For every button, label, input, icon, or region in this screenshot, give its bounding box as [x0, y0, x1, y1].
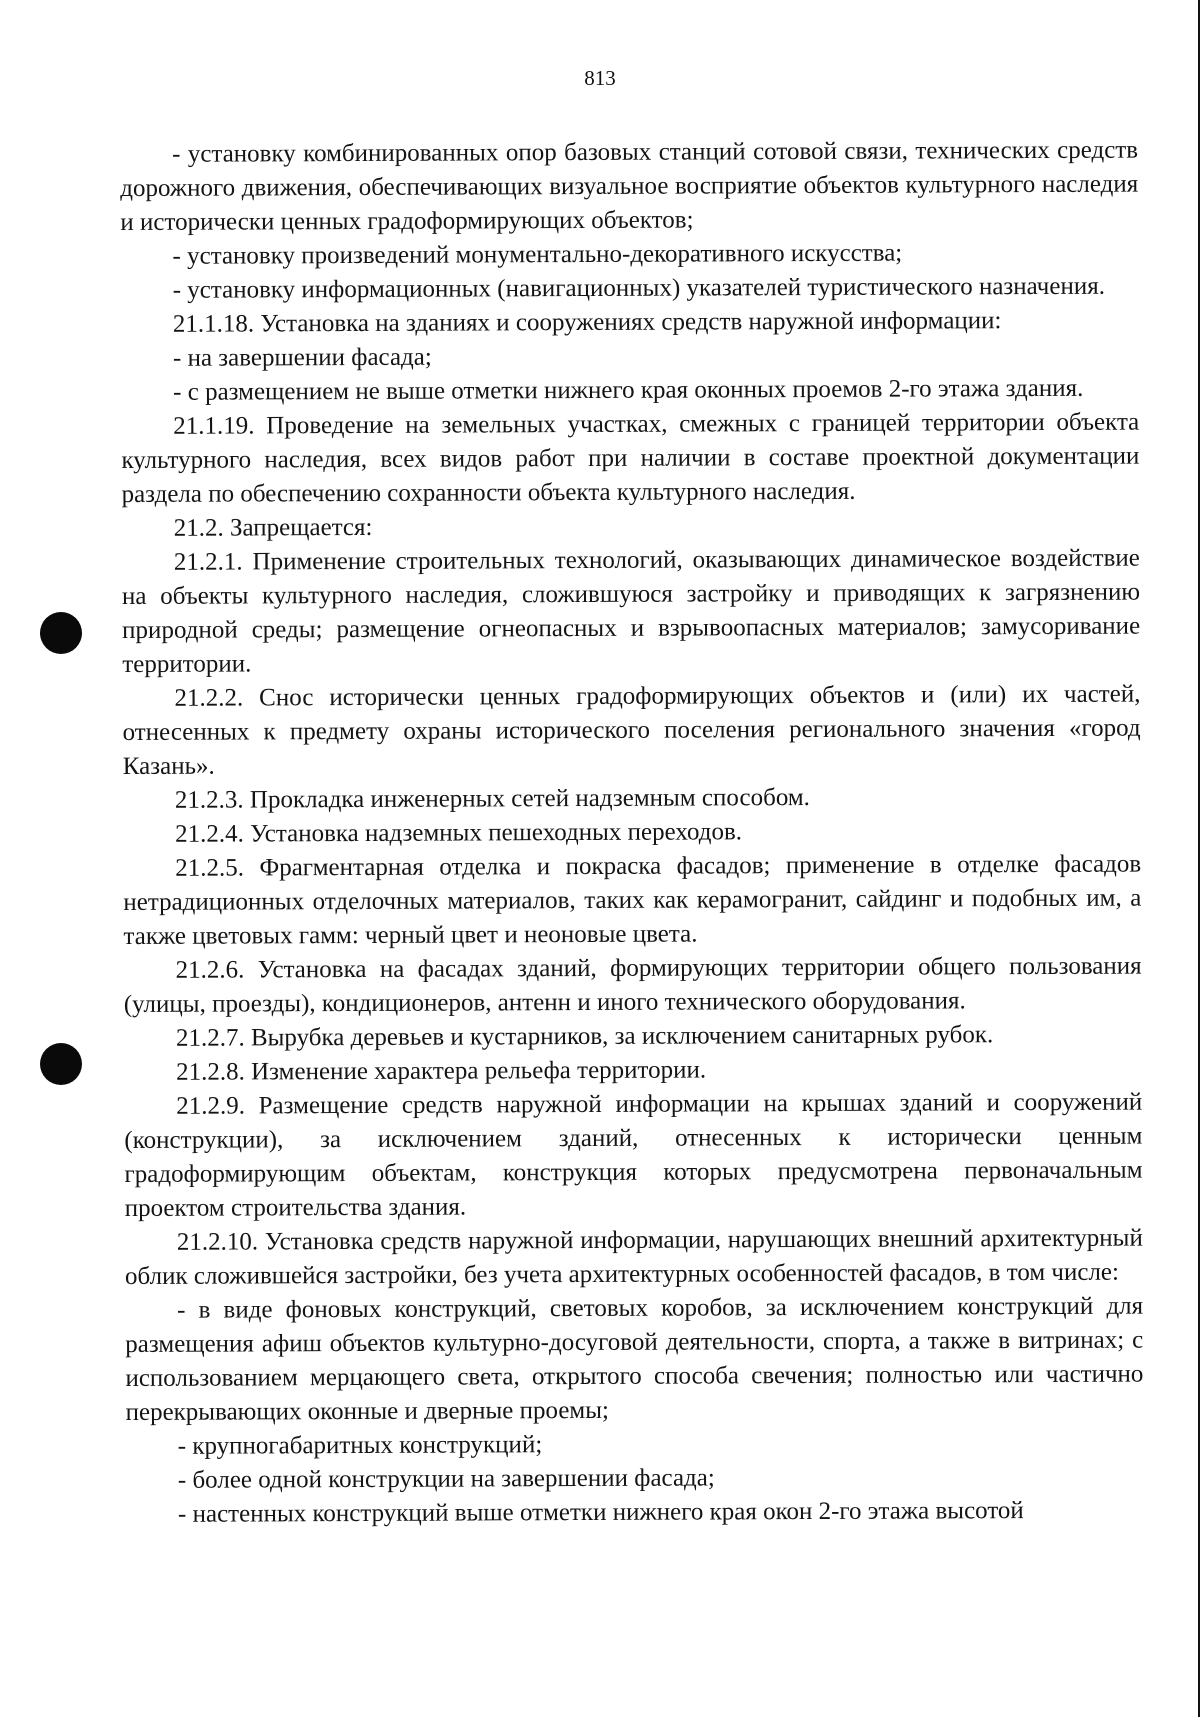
paragraph: 21.2. Запрещается: — [173, 513, 373, 542]
paragraph: 21.2.7. Вырубка деревьев и кустарников, за исключением санитарных рубок. — [175, 1021, 994, 1052]
paragraph: - установку информационных (навигационных) указателей туристического назначения. — [172, 272, 1105, 304]
paragraph: - более одной конструкции на завершении фасада; — [177, 1464, 715, 1494]
paragraph: 21.2.8. Изменение характера рельефа территории. — [176, 1056, 707, 1086]
paragraph: - установку произведений монументально-декоративного искусства; — [172, 239, 903, 270]
paragraph: - крупногабаритных конструкций; — [177, 1431, 543, 1460]
paragraph: 21.1.19. Проведение на земельных участках, смежных с границей территории объекта культурного наследия, всех видов работ при наличии в составе проектной документации раздела по обеспечению сохранности объекта культурного наследия. — [121, 408, 1140, 508]
paragraph: 21.2.2. Снос исторически ценных градоформирующих объектов и (или) их частей, отнесенных к предмету охраны исторического поселения регионального значения «город Казань». — [122, 680, 1141, 780]
paragraph: 21.2.9. Размещение средств наружной информации на крышах зданий и сооружений (конструкции), за исключением зданий, отнесенных к исторически ценным градоформирующим объектам, конструкция которых предусмотрена первоначальным проектом строительства здания. — [124, 1088, 1143, 1222]
paragraph: 21.2.4. Установка надземных пешеходных переходов. — [174, 818, 743, 848]
paragraph: 21.1.18. Установка на зданиях и сооружениях средств наружной информации: — [172, 307, 1002, 338]
paragraph: - настенных конструкций выше отметки нижнего края окон 2-го этажа высотой — [177, 1497, 1024, 1528]
paragraph: - установку комбинированных опор базовых станций сотовой связи, технических средств дорожного движения, обеспечивающих визуальное восприятие объектов культурного наследия и исторически ценных градоформирующих объектов; — [120, 136, 1139, 236]
paragraph: 21.2.3. Прокладка инженерных сетей надземным способом. — [174, 783, 810, 814]
paragraph: 21.2.1. Применение строительных технологий, оказывающих динамическое воздействие на объекты культурного наследия, сложившуюся застройку и приводящих к загрязнению природной среды; размещение огнеопасных и взрывоопасных материалов; замусоривание территории. — [121, 544, 1141, 678]
paragraph: - на завершении фасада; — [172, 343, 432, 372]
paragraph: 21.2.5. Фрагментарная отделка и покраска фасадов; применение в отделке фасадов нетрадиционных отделочных материалов, таких как керамогранит, сайдинг и подобных им, а также цветовых гамм: черный цвет и неоновые цвета. — [123, 850, 1142, 950]
document-body — [120, 134, 1144, 1532]
punch-hole-mark — [40, 612, 82, 654]
paragraph: 21.2.6. Установка на фасадах зданий, формирующих территории общего пользования (улицы, проезды), кондиционеров, антенн и иного технического оборудования. — [123, 952, 1142, 1018]
punch-hole-mark — [40, 1043, 82, 1085]
paragraph: 21.2.10. Установка средств наружной информации, нарушающих внешний архитектурный облик сложившейся застройки, без учета архитектурных особенностей фасадов, в том числе: — [124, 1224, 1143, 1290]
paragraph: - с размещением не выше отметки нижнего края оконных проемов 2-го этажа здания. — [173, 374, 1084, 406]
page-number: 813 — [584, 66, 616, 90]
paragraph: - в виде фоновых конструкций, световых коробов, за исключением конструкций для размещения афиш объектов культурно-досуговой деятельности, спорта, а также в витринах; с использованием мерцающего света, открытого способа свечения; полностью или частично перекрывающих оконные и дверные проемы; — [125, 1292, 1144, 1426]
